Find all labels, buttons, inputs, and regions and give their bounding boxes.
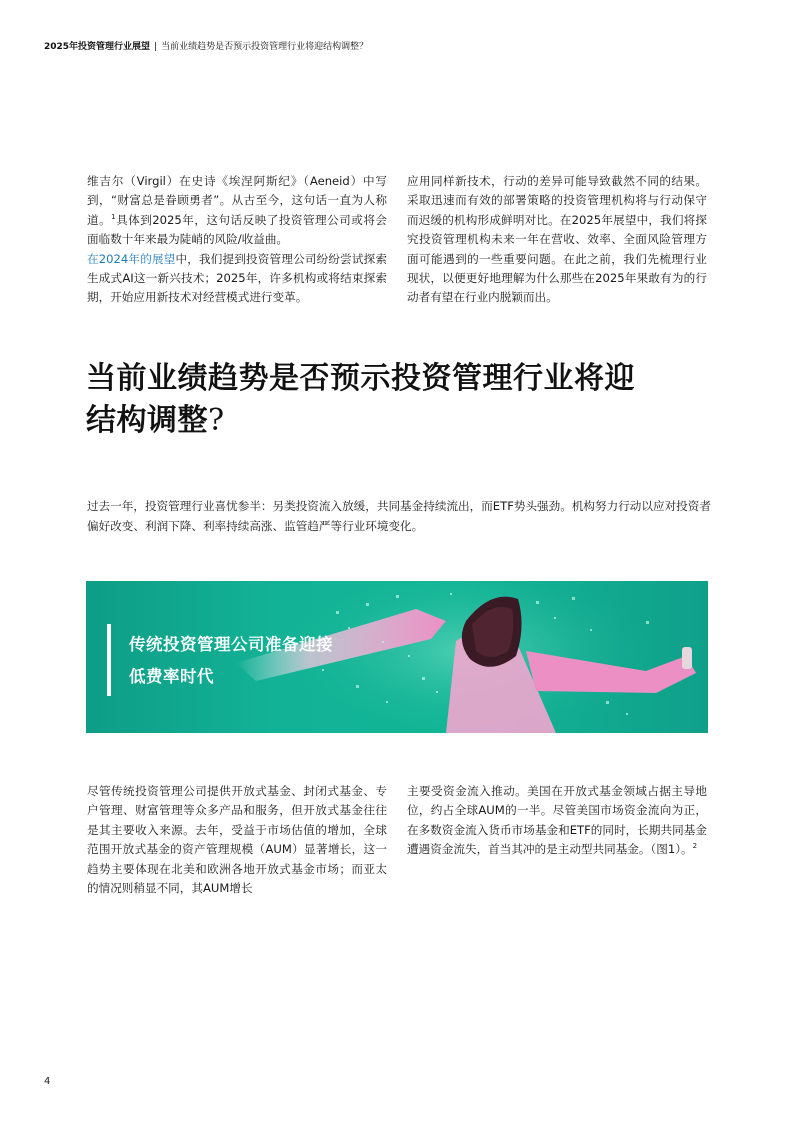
section-banner (86, 581, 708, 733)
banner-heading-line-2: 低费率时代 (129, 667, 214, 686)
outlook-2024-link[interactable]: 在2024年的展望 (87, 251, 176, 266)
section-intro: 过去一年，投资管理行业喜忧参半：另类投资流入放缓，共同基金持续流出，而ETF势头强劲。机构努力行动以应对投资者偏好改变、利润下降、利率持续高涨、监管趋严等行业环境变化。 (87, 499, 711, 533)
intro-left-text-1: 维吉尔（Virgil）在史诗《埃涅阿斯纪》（Aeneid）中写到，“财富总是眷顾勇者”。从古至今，这句话一直为人称道。 (87, 174, 387, 227)
body-right-paragraph (407, 782, 707, 860)
section-title-mark: ? (208, 403, 225, 438)
fencer-glove (682, 647, 692, 669)
banner-heading-line-1: 传统投资管理公司准备迎接 (129, 635, 333, 654)
report-title: 2025年投资管理行业展望 (44, 42, 151, 52)
body-column-right (407, 782, 707, 860)
page-number: 4 (44, 1076, 51, 1087)
body-left-paragraph: 尽管传统投资管理公司提供开放式基金、封闭式基金、专户管理、财富管理等众多产品和服务，但开放式基金往往是其主要收入来源。去年，受益于市场估值的增加，全球范围开放式基金的资产管理规模（AUM）显著增长，这一趋势主要体现在北美和欧洲各地开放式基金市场；而亚太的情况则稍显不同，其AUM增长 (87, 784, 387, 896)
intro-right-paragraph: 应用同样新技术，行动的差异可能导致截然不同的结果。采取迅速而有效的部署策略的投资管理机构将与行动保守而迟缓的机构形成鲜明对比。在2025年展望中，我们将探究投资管理机构未来一年在营收、效率、全面风险管理方面可能遇到的一些重要问题。在此之前，我们先梳理行业现状，以便更好地理解为什么那些在2025年果敢有为的行动者有望在行业内脱颖而出。 (407, 174, 707, 305)
body-column-left (87, 782, 387, 898)
intro-column-right (407, 172, 707, 308)
footnote-ref-1[interactable]: 1 (111, 212, 116, 221)
section-title (86, 358, 706, 442)
footnote-ref-2[interactable]: 2 (692, 842, 698, 851)
intro-left-text-2: 具体到2025年，这句话反映了投资管理公司或将会面临数十年来最为陡峭的风险/收益曲。 (87, 212, 387, 247)
intro-left-text-3: 中，我们提到投资管理公司纷纷尝试探索生成式AI这一新兴技术；2025年，许多机构或将结束探索期，开始应用新技术对经营模式进行变革。 (87, 251, 387, 305)
intro-column-left (87, 172, 387, 308)
body-right-text: 主要受资金流入推动。美国在开放式基金领域占据主导地位，约占全球AUM的一半。尽管美国市场资金流向为正，在多数资金流入货币市场基金和ETF的同时，长期共同基金遭遇资金流失，首当其冲的是主动型共同基金。（图1）。 (407, 784, 707, 857)
header-separator: | (154, 42, 158, 52)
section-title-line-2: 结构调整 (86, 403, 208, 438)
running-header (44, 41, 744, 53)
chapter-title: 当前业绩趋势是否预示投资管理行业将迎结构调整？ (161, 42, 369, 52)
banner-accent-bar (107, 624, 111, 696)
section-title-line-1: 当前业绩趋势是否预示投资管理行业将迎 (86, 361, 635, 396)
fencer-illustration (86, 581, 708, 733)
intro-left-paragraph (87, 172, 387, 308)
